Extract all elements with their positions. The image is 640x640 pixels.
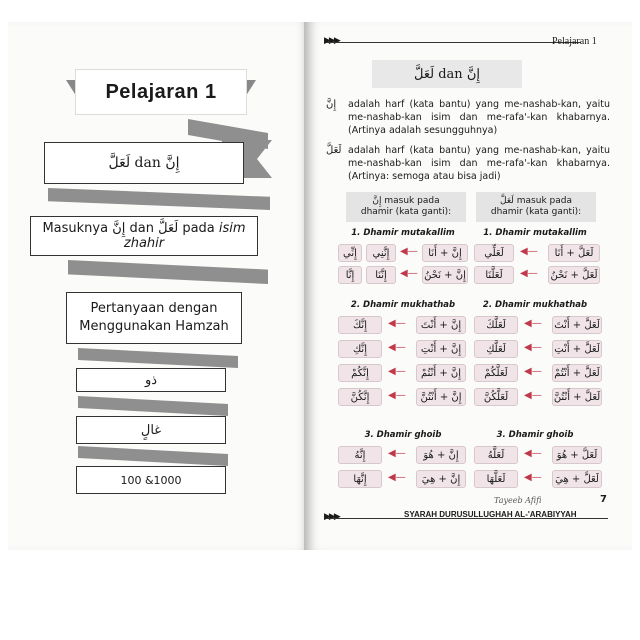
arrow-left-icon: ◀— bbox=[524, 448, 542, 459]
source-cell: إِنَّ + أَنْتُنَّ bbox=[416, 388, 466, 406]
arrow-left-icon: ◀— bbox=[520, 268, 538, 279]
ghali-box bbox=[76, 416, 226, 444]
topic-box-text: لَعَلَّ dan إِنَّ bbox=[108, 155, 180, 171]
numbers-box bbox=[76, 466, 226, 494]
result-cell: لَعَلَّكَ bbox=[474, 316, 518, 334]
section-label-mukhathab-left: 2. Dhamir mukhathab bbox=[350, 300, 456, 310]
header-rule bbox=[326, 42, 581, 43]
arrow-left-icon: ◀— bbox=[388, 318, 406, 329]
result-cell: إِنَّكَ bbox=[338, 316, 382, 334]
table-row bbox=[338, 316, 468, 336]
footer-arrow-icon: ▶▶▶ bbox=[324, 512, 339, 522]
result-cell: لَعَلَّكِ bbox=[474, 340, 518, 358]
arrow-left-icon: ◀— bbox=[524, 390, 542, 401]
inna-mark: إِنَّ bbox=[326, 99, 337, 110]
section-label-ghoib-right: 3. Dhamir ghoib bbox=[496, 430, 574, 440]
result-cell: إِنَّكُمْ bbox=[338, 364, 382, 382]
source-cell: لَعَلَّ + أَنْتُنَّ bbox=[552, 388, 602, 406]
table-row bbox=[474, 244, 604, 264]
table-row bbox=[474, 340, 604, 360]
table-row bbox=[338, 340, 468, 360]
result-cell: لَعَلَّهُ bbox=[474, 446, 518, 464]
source-cell: لَعَلَّ + هُوَ bbox=[552, 446, 602, 464]
topic-box bbox=[44, 142, 244, 184]
result-cell: لَعَلَّنَا bbox=[474, 266, 514, 284]
result-cell: لَعَلَّهَا bbox=[474, 470, 518, 488]
hamzah-text: Pertanyaan dengan Menggunakan Hamzah bbox=[79, 301, 229, 334]
source-cell: إِنَّ + أَنْتَ bbox=[416, 316, 466, 334]
section-label-mutakallim-left: 1. Dhamir mutakallim bbox=[351, 228, 455, 238]
table-row bbox=[474, 316, 604, 336]
table-row bbox=[474, 470, 604, 490]
column-header-laalla: لَعَلَّ masuk pada dhamir (kata ganti): bbox=[476, 192, 596, 222]
table-row bbox=[474, 388, 604, 408]
running-header: Pelajaran 1 bbox=[552, 36, 597, 47]
table-row bbox=[338, 446, 468, 466]
section-banner bbox=[372, 60, 522, 88]
paragraph-laalla bbox=[326, 144, 608, 184]
section-label-mutakallim-right: 1. Dhamir mutakallim bbox=[483, 228, 587, 238]
page-number: 7 bbox=[600, 494, 607, 505]
arrow-left-icon: ◀— bbox=[388, 390, 406, 401]
result-cell: إِنَّنِي bbox=[366, 244, 396, 262]
source-cell: إِنَّ + أَنَا bbox=[422, 244, 468, 262]
result-cell: لَعَلِّي bbox=[474, 244, 514, 262]
arrow-left-icon: ◀— bbox=[524, 472, 542, 483]
result-cell: إِنَّهَا bbox=[338, 470, 382, 488]
source-cell: إِنَّ + أَنْتِ bbox=[416, 340, 466, 358]
result-cell: إِنَّكُنَّ bbox=[338, 388, 382, 406]
arrow-left-icon: ◀— bbox=[400, 268, 418, 279]
ribbon-2 bbox=[48, 188, 270, 210]
result-cell: إِنِّي bbox=[338, 244, 362, 262]
left-page bbox=[8, 22, 308, 550]
arrow-left-icon: ◀— bbox=[388, 342, 406, 353]
arrow-left-icon: ◀— bbox=[388, 366, 406, 377]
laalla-definition: adalah harf (kata bantu) yang me-nashab-kan, yaitu me-nashab-kan isim dan me-rafa'-kan khabarnya. (Artinya: semoga atau bisa jadi) bbox=[348, 145, 610, 182]
book-title-footer: SYARAH DURUSULLUGHAH AL-'ARABIYYAH bbox=[404, 510, 577, 519]
arrow-left-icon: ◀— bbox=[524, 342, 542, 353]
source-cell: إِنَّ + أَنْتُمْ bbox=[416, 364, 466, 382]
source-cell: إِنَّ + هُوَ bbox=[416, 446, 466, 464]
table-row bbox=[338, 470, 468, 490]
source-cell: إِنَّ + هِيَ bbox=[416, 470, 466, 488]
paragraph-inna bbox=[326, 98, 608, 138]
title-banner bbox=[66, 62, 256, 126]
arrow-left-icon: ◀— bbox=[520, 246, 538, 257]
isim-zhahir-text: Masuknya إِنَّ dan لَعَلَّ pada isim zhahir bbox=[42, 221, 246, 251]
result-cell: إِنَّكِ bbox=[338, 340, 382, 358]
section-label-mukhathab-right: 2. Dhamir mukhathab bbox=[482, 300, 588, 310]
result-cell: لَعَلَّكُمْ bbox=[474, 364, 518, 382]
result-cell: لَعَلَّكُنَّ bbox=[474, 388, 518, 406]
table-row bbox=[338, 364, 468, 384]
table-row bbox=[474, 266, 604, 286]
ghali-text: غالٍ bbox=[140, 422, 162, 438]
source-cell: لَعَلَّ + هِيَ bbox=[552, 470, 602, 488]
source-cell: لَعَلَّ + أَنَا bbox=[548, 244, 600, 262]
table-row bbox=[474, 446, 604, 466]
column-header-inna: إِنَّ masuk pada dhamir (kata ganti): bbox=[346, 192, 466, 222]
header-arrow-icon: ▶▶▶ bbox=[324, 36, 339, 46]
table-row bbox=[474, 364, 604, 384]
arrow-left-icon: ◀— bbox=[524, 318, 542, 329]
dzu-text: ذو bbox=[144, 372, 158, 388]
author-signature: Tayeeb Afifi bbox=[494, 496, 542, 505]
table-row bbox=[338, 266, 468, 286]
result-cell: إِنَّهُ bbox=[338, 446, 382, 464]
ribbon-5 bbox=[78, 396, 228, 416]
ribbon-6 bbox=[78, 446, 228, 466]
lesson-title: Pelajaran 1 bbox=[105, 80, 217, 103]
source-cell: لَعَلَّ + نَحْنُ bbox=[548, 266, 600, 284]
arrow-left-icon: ◀— bbox=[388, 472, 406, 483]
dzu-box bbox=[76, 368, 226, 392]
result-cell: إِنَّنَا bbox=[366, 266, 396, 284]
section-label-ghoib-left: 3. Dhamir ghoib bbox=[364, 430, 442, 440]
inna-definition: adalah harf (kata bantu) yang me-nashab-kan, yaitu me-nashab-kan isim dan me-rafa'-kan khabarnya. (Artinya adalah sesungguhnya) bbox=[348, 99, 610, 136]
source-cell: لَعَلَّ + أَنْتِ bbox=[552, 340, 602, 358]
arrow-left-icon: ◀— bbox=[388, 448, 406, 459]
source-cell: لَعَلَّ + أَنْتُمْ bbox=[552, 364, 602, 382]
table-row bbox=[338, 388, 468, 408]
book-spread bbox=[8, 22, 632, 550]
ribbon-4 bbox=[78, 348, 238, 368]
source-cell: لَعَلَّ + أَنْتَ bbox=[552, 316, 602, 334]
result-cell: إِنَّا bbox=[338, 266, 362, 284]
ribbon-3 bbox=[68, 260, 268, 284]
numbers-text: 100 &1000 bbox=[120, 473, 182, 487]
hamzah-box bbox=[66, 292, 242, 344]
arrow-left-icon: ◀— bbox=[400, 246, 418, 257]
isim-zhahir-box bbox=[30, 216, 258, 256]
laalla-mark: لَعَلَّ bbox=[326, 145, 342, 156]
table-row bbox=[338, 244, 468, 264]
right-page bbox=[308, 22, 632, 550]
source-cell: إِنَّ + نَحْنُ bbox=[422, 266, 468, 284]
arrow-left-icon: ◀— bbox=[524, 366, 542, 377]
title-plate bbox=[76, 70, 246, 114]
section-title: لَعَلَّ dan إِنَّ bbox=[414, 66, 480, 82]
